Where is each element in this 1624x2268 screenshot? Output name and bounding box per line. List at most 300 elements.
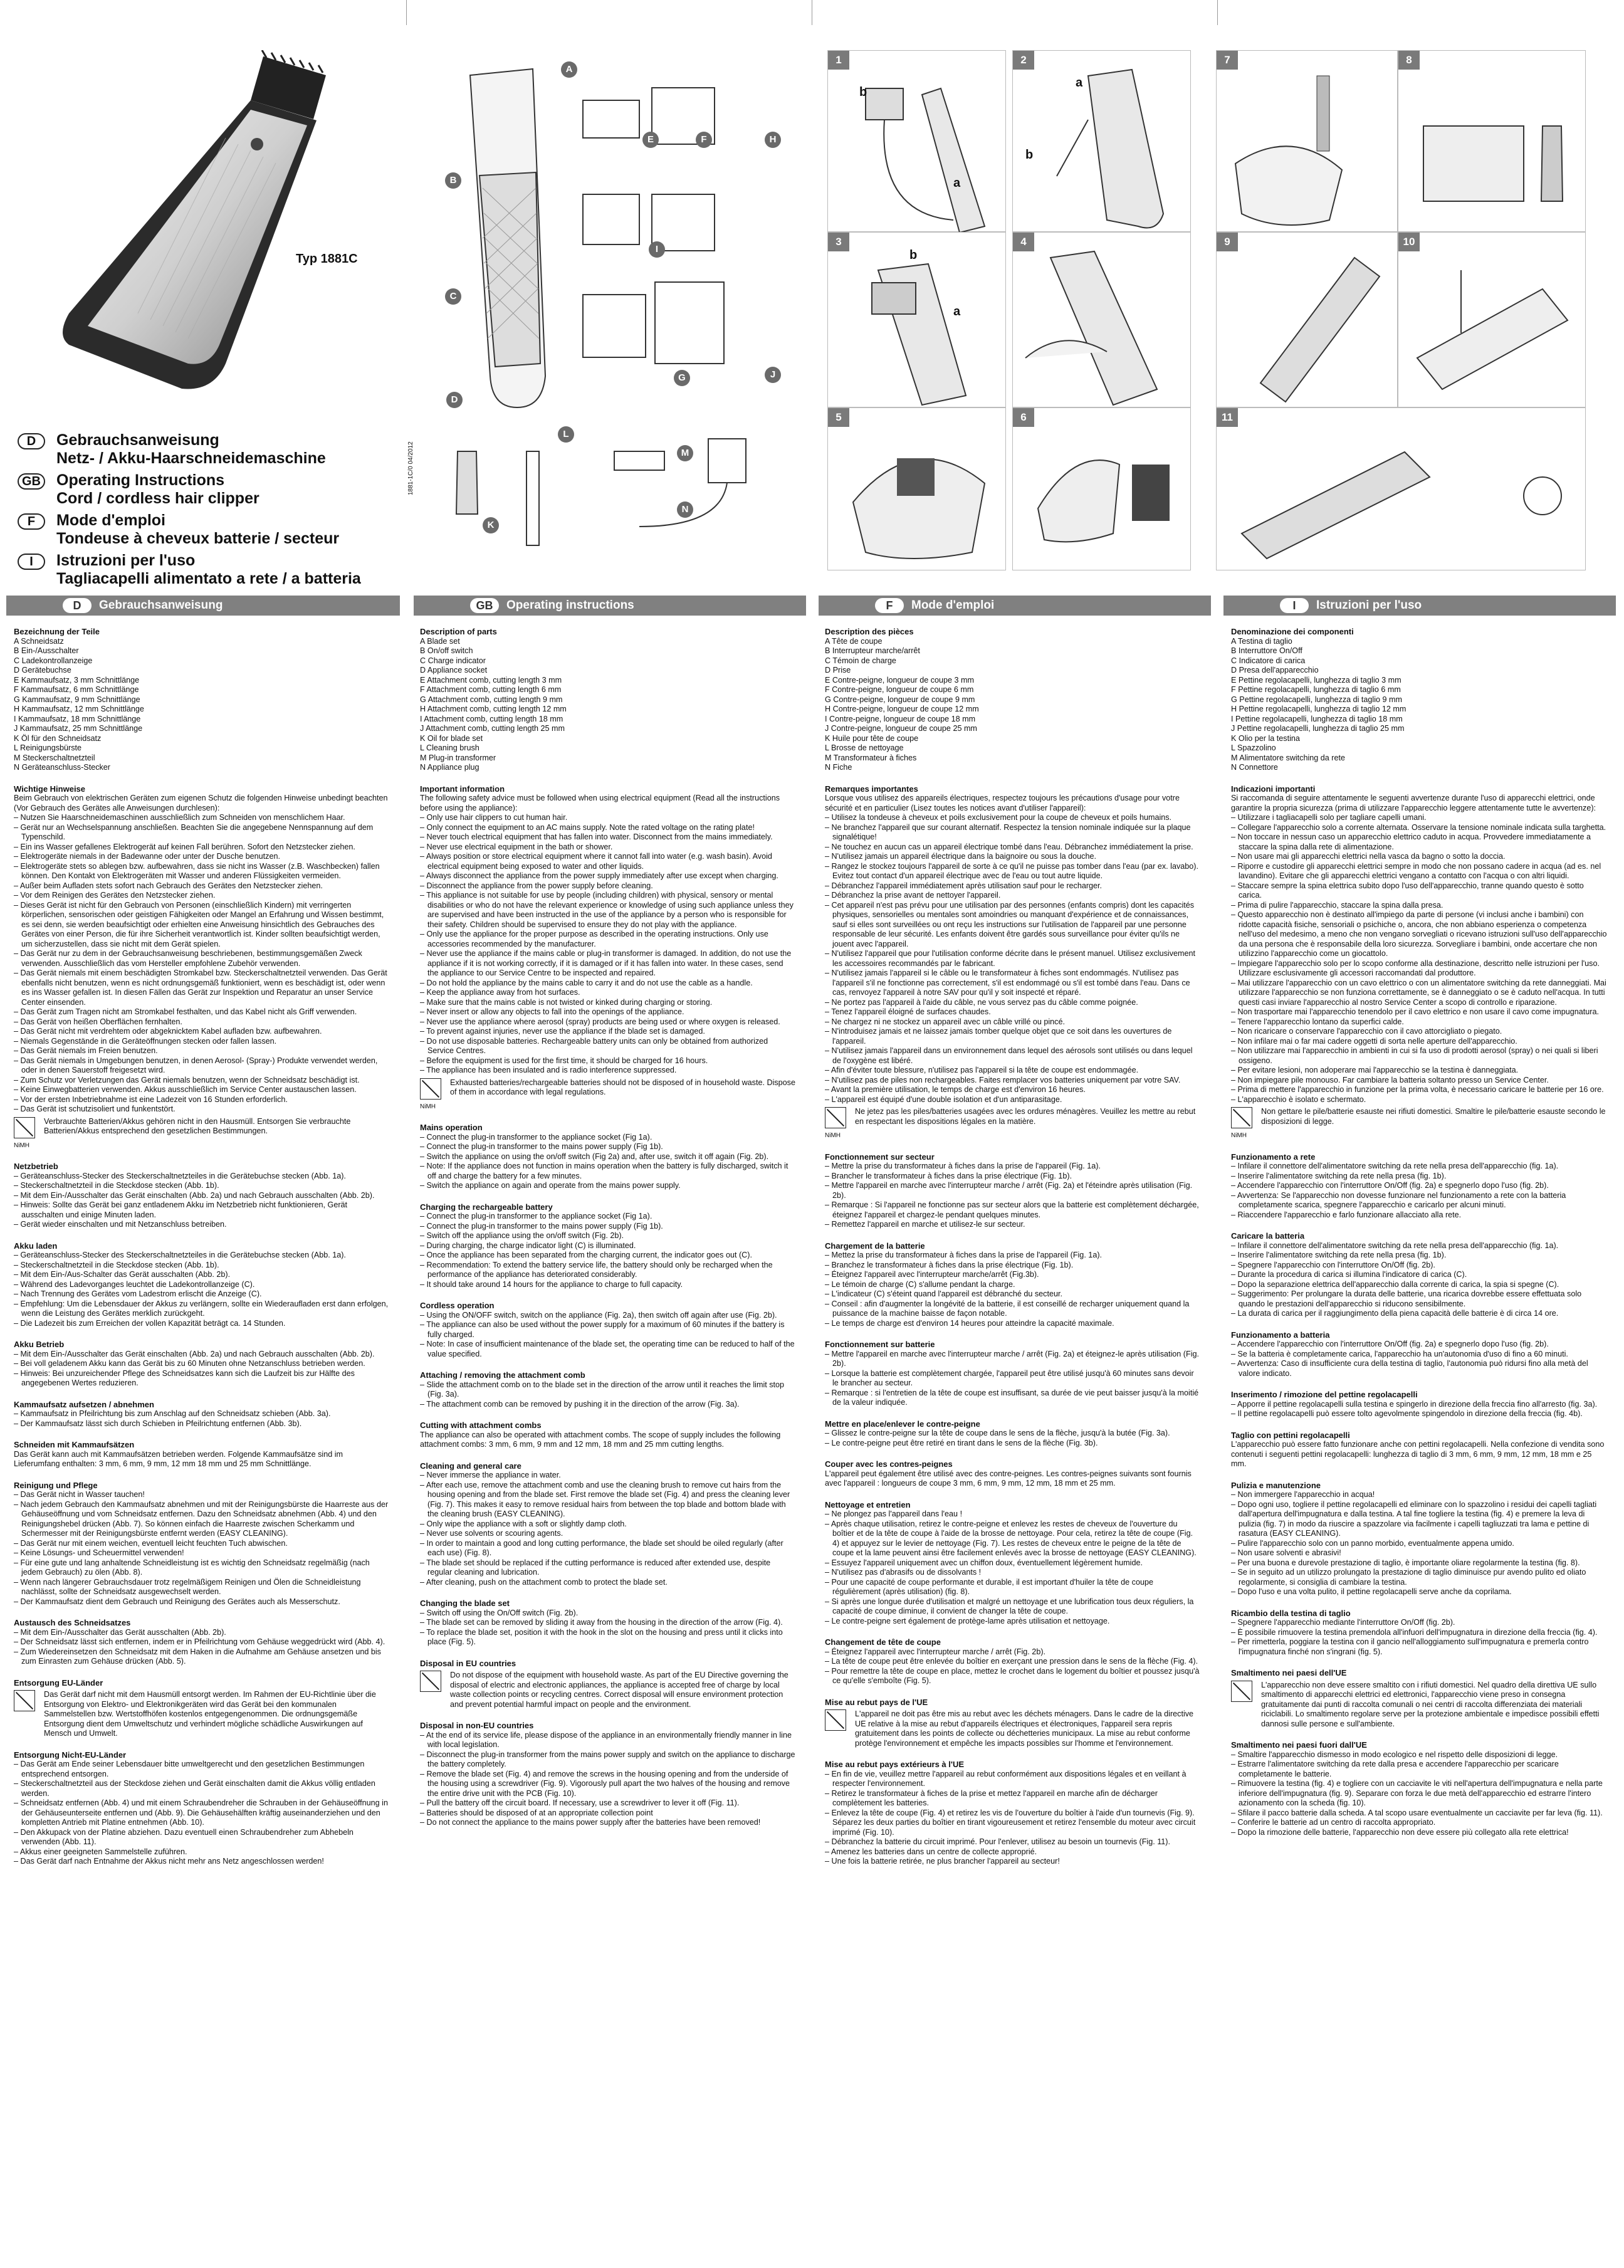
bullet-list xyxy=(1231,1162,1607,1220)
list-item: – Disconnect the appliance from the power supply before cleaning. xyxy=(420,881,796,891)
list-item: – Amenez les batteries dans un centre de collecte approprié. xyxy=(825,1847,1201,1857)
list-item: – Kammaufsatz in Pfeilrichtung bis zum Anschlag auf den Schneidsatz schieben (Abb. 3a). xyxy=(14,1409,390,1419)
part-entry: L Spazzolino xyxy=(1231,743,1276,752)
list-item: – Connect the plug-in transformer to the mains power supply (Fig 1b). xyxy=(420,1142,796,1152)
list-item: – En fin de vie, veuillez mettre l'appareil au rebut conformément aux dispositions légales et en veillant à respecter l'environnement. xyxy=(825,1770,1201,1789)
part-label: L xyxy=(558,426,574,443)
section-heading: Charging the rechargeable battery xyxy=(420,1202,553,1212)
language-badge: D xyxy=(18,433,45,449)
list-item: – Das Gerät darf nach Entnahme der Akkus nicht mehr ans Netz angeschlossen werden! xyxy=(14,1857,390,1867)
list-item: – La durata di carica per il raggiungimento della piena capacità delle batterie è di circa 14 ore. xyxy=(1231,1309,1607,1319)
list-item: – Staccare sempre la spina elettrica subito dopo l'uso dell'apparecchio, tranne quando questo è sotto carica. xyxy=(1231,881,1607,901)
part-label: N xyxy=(677,501,693,518)
section-heading: Changing the blade set xyxy=(420,1599,510,1608)
list-item: – Akkus einer geeigneten Sammelstelle zuführen. xyxy=(14,1847,390,1857)
section-heading: Fonctionnement sur batterie xyxy=(825,1340,935,1349)
list-item: – Ne plongez pas l'appareil dans l'eau ! xyxy=(825,1509,1201,1520)
section-title: Istruzioni per l'uso xyxy=(1316,599,1422,612)
part-entry: B Interrupteur marche/arrêt xyxy=(825,646,920,655)
list-item: – Infilare il connettore dell'alimentatore switching da rete nella presa dell'apparecchio (fig. 1a). xyxy=(1231,1241,1607,1251)
list-item: – Durante la procedura di carica si illumina l'indicatore di carica (C). xyxy=(1231,1270,1607,1280)
list-item: – Disconnect the plug-in transformer from the mains power supply and switch on the appliance to discharge the battery completely. xyxy=(420,1750,796,1770)
list-item: – Accendere l'apparecchio con l'interruttore On/Off (fig. 2a) e spegnerlo dopo l'uso (fig. 2b). xyxy=(1231,1340,1607,1350)
part-entry: I Attachment comb, cutting length 18 mm xyxy=(420,714,563,723)
figure-number: 8 xyxy=(1398,51,1420,70)
cover-panel xyxy=(0,0,406,589)
list-item: – The blade set can be removed by sliding it away from the housing in the direction of the arrow (Fig. 4). xyxy=(420,1618,796,1628)
list-item: – Gerät nur an Wechselspannung anschließen. Beachten Sie die angegebene Nennspannung auf dem Typenschild. xyxy=(14,823,390,843)
list-item: – Steckerschaltnetzteil in die Steckdose stecken (Abb. 1b). xyxy=(14,1181,390,1191)
section-heading: Funzionamento a rete xyxy=(1231,1152,1316,1162)
list-item: – N'introduisez jamais et ne laissez jamais tomber quelque objet que ce soit dans les ouvertures de l'appareil. xyxy=(825,1027,1201,1046)
list-item: – Ne branchez l'appareil que sur courant alternatif. Respectez la tension nominale indiquée sur la plaque signalétique! xyxy=(825,823,1201,843)
list-item: – Mettez la prise du transformateur à fiches dans la prise de l'appareil (Fig. 1a). xyxy=(825,1251,1201,1261)
bullet-list xyxy=(825,1770,1201,1867)
section-heading: Mains operation xyxy=(420,1123,483,1132)
list-item: – Tenez l'appareil éloigné de surfaces chaudes. xyxy=(825,1007,1201,1017)
section-heading: Disposal in non-EU countries xyxy=(420,1721,534,1730)
list-item: – Débranchez la prise avant de nettoyer l'appareil. xyxy=(825,891,1201,901)
parts-panel xyxy=(432,50,796,564)
list-item: – Before the equipment is used for the first time, it should be charged for 16 hours. xyxy=(420,1056,796,1066)
list-item: – Während des Ladevorganges leuchtet die Ladekontrollanzeige (C). xyxy=(14,1280,390,1290)
list-item: – Slide the attachment comb on to the blade set in the direction of the arrow until it reaches the limit stop (Fig. 3a). xyxy=(420,1380,796,1400)
cover-title: Istruzioni per l'uso xyxy=(56,552,196,569)
eu-disposal-text: L'apparecchio non deve essere smaltito con i rifiuti domestici. Nel quadro della direttiva UE sullo smaltimento di apparecchi elettrici ed elettronici, l'apparecchio viene preso in consegna gratuitamente dai punti di raccolta comunali o nei centri di raccolta differenziata dei materiali riciclabili. Lo smaltimento regolare serve per la protezione ambientale e impedisce possibili effetti dannosi sulle persone e sull'ambiente. xyxy=(1261,1680,1600,1728)
list-item: – Ne chargez ni ne stockez un appareil avec un câble vrillé ou pincé. xyxy=(825,1017,1201,1027)
list-item: – Note: In case of insufficient maintenance of the blade set, the operating time can be reduced to half of the value specified. xyxy=(420,1340,796,1359)
text-column-i xyxy=(1231,627,1607,2257)
list-item: – Conferire le batterie ad un centro di raccolta appropriato. xyxy=(1231,1818,1607,1828)
list-item: – Mettre la prise du transformateur à fiches dans la prise de l'appareil (Fig. 1a). xyxy=(825,1162,1201,1172)
list-item: – Keine Lösungs- und Scheuermittel verwenden! xyxy=(14,1548,390,1558)
battery-disposal-note xyxy=(420,1078,796,1100)
part-entry: B Interruttore On/Off xyxy=(1231,646,1302,655)
list-item: – Switch the appliance on using the on/off switch (Fig 2a) and, after use, switch it off again (Fig. 2b). xyxy=(420,1152,796,1162)
section-heading: Nettoyage et entretien xyxy=(825,1499,911,1509)
list-item: – Never use the appliance where aerosol (spray) products are being used or where oxygen is released. xyxy=(420,1017,796,1027)
list-item: – Retirez le transformateur à fiches de la prise et mettez l'appareil en marche afin de décharger complètement les batteries. xyxy=(825,1789,1201,1809)
list-item: – Utilizzare i tagliacapelli solo per tagliare capelli umani. xyxy=(1231,813,1607,823)
bullet-list xyxy=(14,1172,390,1230)
list-item: – Only use the appliance for the proper purpose as described in the operating instructions. Only use accessories recommended by the manufacturer. xyxy=(420,930,796,949)
figure-7 xyxy=(1216,50,1398,232)
list-item: – Niemals Gegenstände in die Geräteöffnungen stecken oder fallen lassen. xyxy=(14,1037,390,1047)
figure-drawing xyxy=(828,51,1007,233)
list-item: – Never use solvents or scouring agents. xyxy=(420,1529,796,1539)
list-item: – Le témoin de charge (C) s'allume pendant la charge. xyxy=(825,1280,1201,1290)
section-heading: Smaltimento nei paesi dell'UE xyxy=(1231,1668,1347,1677)
language-badge: I xyxy=(1280,598,1309,613)
list-item: – After each use, remove the attachment comb and use the cleaning brush to remove cut hairs from the housing opening and from the blade set. First remove the blade set (Fig. 4) and press the cleaning lever (Fig. 7). This makes it easy to remove residual hairs from between the top blade and bottom blade with the cleaning brush (EASY CLEANING). xyxy=(420,1481,796,1520)
list-item: – Accendere l'apparecchio con l'interruttore On/Off (fig. 2a) e spegnerlo dopo l'uso (fig. 2b). xyxy=(1231,1181,1607,1191)
section-heading: Akku laden xyxy=(14,1241,58,1251)
list-item: – Mit dem Ein-/Ausschalter das Gerät einschalten (Abb. 2a) und nach Gebrauch ausschalten (Abb. 2b). xyxy=(14,1350,390,1360)
crossed-bin-icon xyxy=(420,1671,441,1692)
part-label: C xyxy=(445,288,461,305)
list-item: – Brancher le transformateur à fiches dans la prise électrique (Fig. 1b). xyxy=(825,1172,1201,1182)
list-item: – Per evitare lesioni, non adoperare mai l'apparecchio se la testina è danneggiata. xyxy=(1231,1066,1607,1076)
part-entry: A Testina di taglio xyxy=(1231,636,1292,646)
list-item: – Pulire l'apparecchio solo con un panno morbido, eventualmente appena umido. xyxy=(1231,1539,1607,1549)
figure-drawing xyxy=(1398,233,1586,408)
parts-heading: Denominazione dei componenti xyxy=(1231,627,1354,636)
list-item: – At the end of its service life, please dispose of the appliance in an environmentally friendly manner in line with local legislation. xyxy=(420,1731,796,1750)
list-item: – Ne touchez en aucun cas un appareil électrique tombé dans l'eau. Débranchez immédiatement la prise. xyxy=(825,843,1201,853)
list-item: – Se la batteria è completamente carica, l'apparecchio ha un'autonomia d'uso di fino a 60 minuti. xyxy=(1231,1350,1607,1360)
list-item: – Keep the appliance away from hot surfaces. xyxy=(420,988,796,998)
list-item: – Débranchez la batterie du circuit imprimé. Pour l'enlever, utilisez au besoin un tournevis (Fig. 11). xyxy=(825,1837,1201,1847)
list-item: – Dopo l'uso e una volta pulito, il pettine regolacapelli serve anche da coprilama. xyxy=(1231,1587,1607,1597)
figure-drawing xyxy=(1013,51,1192,233)
nimh-label: NiMH xyxy=(1231,1132,1247,1139)
part-entry: H Kammaufsatz, 12 mm Schnittlänge xyxy=(14,705,144,713)
list-item: – Spegnere l'apparecchio mediante l'interruttore On/Off (fig. 2b). xyxy=(1231,1618,1607,1628)
nimh-label: NiMH xyxy=(420,1103,436,1110)
list-item: – Smaltire l'apparecchio dismesso in modo ecologico e nel rispetto delle disposizioni di legge. xyxy=(1231,1750,1607,1760)
list-item: – N'utilisez jamais un appareil électrique dans la baignoire ou sous la douche. xyxy=(825,852,1201,862)
part-entry: B Ein-/Ausschalter xyxy=(14,646,79,655)
list-item: – Connect the plug-in transformer to the mains power supply (Fig 1b). xyxy=(420,1222,796,1232)
list-item: – Se in seguito ad un utilizzo prolungato la prestazione di taglio diminuisce pur avendo pulito ed oliato regolarmente, si consiglia di cambiare la testina. xyxy=(1231,1568,1607,1587)
list-item: – Inserire l'alimentatore switching da rete nella presa (fig. 1b). xyxy=(1231,1172,1607,1182)
list-item: – Non utilizzare mai l'apparecchio in ambienti in cui si fa uso di prodotti aerosol (spray) o nei quali si liberi ossigeno. xyxy=(1231,1046,1607,1066)
cover-language-de xyxy=(18,431,394,469)
battery-disposal-note xyxy=(14,1117,390,1138)
battery-note-text: Ne jetez pas les piles/batteries usagées avec les ordures ménagères. Veuillez les mettre au rebut en respectant les dispositions légales en la matière. xyxy=(855,1107,1196,1126)
list-item: – Never touch electrical equipment that has fallen into water. Disconnect from the mains immediately. xyxy=(420,832,796,843)
intro-text: Si raccomanda di seguire attentamente le seguenti avvertenze durante l'uso di apparecchi elettrici, onde garantire la propria sicurezza (prima di utilizzare l'apparecchio leggere attentamente tutte le avvertenze): xyxy=(1231,794,1596,812)
part-label: K xyxy=(483,517,499,533)
figure-letter: a xyxy=(953,305,961,318)
list-item: – Mettre l'appareil en marche avec l'interrupteur marche / arrêt (Fig. 2a) et l'éteindre après utilisation (Fig. 2b). xyxy=(825,1181,1201,1200)
figure-6 xyxy=(1012,407,1191,570)
list-item: – Außer beim Aufladen stets sofort nach Gebrauch des Gerätes den Netzstecker ziehen. xyxy=(14,881,390,891)
nimh-label: NiMH xyxy=(825,1132,841,1139)
section-heading: Disposal in EU countries xyxy=(420,1658,516,1668)
list-item: – N'utilisez l'appareil que pour l'utilisation conforme décrite dans le présent manuel. Utilisez exclusivement les accessoires recommandés par le fabricant. xyxy=(825,949,1201,969)
section-heading: Pulizia e manutenzione xyxy=(1231,1480,1321,1490)
part-entry: K Öl für den Schneidsatz xyxy=(14,733,102,743)
bullet-list xyxy=(14,1409,390,1429)
list-item: – Den Akkupack von der Platine abziehen. Dazu eventuell einen Schraubendreher zum Abhebeln verwenden (Abb. 11). xyxy=(14,1828,390,1847)
list-item: – Dopo la separazione elettrica dell'apparecchio dalla corrente di carica, la spia si spegne (C). xyxy=(1231,1280,1607,1290)
parts-list xyxy=(420,637,796,773)
part-label: M xyxy=(677,445,693,461)
bullet-list xyxy=(14,1760,390,1867)
list-item: – Das Gerät niemals mit einem beschädigten Stromkabel bzw. Steckerschaltnetzteil verwenden. Das Gerät ebenfalls nicht benutzen, wenn es nicht ordnungsgemäß funktioniert, wenn es beschädigt ist, oder wenn es ins Wasser gefallen ist. In diesen Fällen das Gerät zur Inspektion und Reparatur an unser Service Center einsenden. xyxy=(14,969,390,1007)
list-item: – Mit dem Ein-/Ausschalter das Gerät ausschalten (Abb. 2b). xyxy=(14,1628,390,1638)
list-item: – The blade set should be replaced if the cutting performance is reduced after extended use, despite regular cleaning and lubrication. xyxy=(420,1558,796,1578)
list-item: – During charging, the charge indicator light (C) is illuminated. xyxy=(420,1241,796,1251)
list-item: – Riaccendere l'apparecchio e farlo funzionare allacciato alla rete. xyxy=(1231,1210,1607,1221)
list-item: – Make sure that the mains cable is not twisted or kinked during charging or storing. xyxy=(420,998,796,1008)
bullet-list xyxy=(14,1350,390,1389)
cover-subtitle: Tondeuse à cheveux batterie / secteur xyxy=(56,530,340,547)
list-item: – Connect the plug-in transformer to the appliance socket (Fig 1a). xyxy=(420,1212,796,1222)
part-entry: H Attachment comb, cutting length 12 mm xyxy=(420,705,567,713)
section-heading: Important information xyxy=(420,784,505,794)
list-item: – Wenn nach längerer Gebrauchsdauer trotz regelmäßigem Reinigen und Ölen die Schneidleistung nachlässt, sollte der Schneidsatz ausgewechselt werden. xyxy=(14,1578,390,1597)
list-item: – Essuyez l'appareil uniquement avec un chiffon doux, éventuellement légèrement humide. xyxy=(825,1558,1201,1568)
list-item: – Ne portez pas l'appareil à l'aide du câble, ne vous servez pas du câble comme poignée. xyxy=(825,998,1201,1008)
figure-letter: b xyxy=(1025,148,1034,162)
body-text: L'appareil peut également être utilisé avec des contre-peignes. Les contres-peignes suivants sont fournis avec l'appareil : longueurs de coupe 3 mm, 6 mm, 9 mm, 12 mm, 18 mm et 25 mm. xyxy=(825,1469,1192,1488)
cover-language-i xyxy=(18,552,394,589)
list-item: – Geräteanschluss-Stecker des Steckerschaltnetzteiles in die Gerätebuchse stecken (Abb. 1a). xyxy=(14,1172,390,1182)
part-entry: C Ladekontrollanzeige xyxy=(14,656,93,665)
bullet-list xyxy=(420,813,796,1076)
battery-note-text: Verbrauchte Batterien/Akkus gehören nicht in den Hausmüll. Entsorgen Sie verbrauchte Batterien/Akkus entsprechend den gesetzlichen Bestimmungen. xyxy=(44,1116,351,1135)
intro-text: Lorsque vous utilisez des appareils électriques, respectez toujours les précautions d'usage pour votre sécurité et en particulier (Lisez toutes les notices avant d'utiliser l'appareil): xyxy=(825,794,1180,812)
list-item: – Using the ON/OFF switch, switch on the appliance (Fig. 2a), then switch off again after use (Fig. 2b). xyxy=(420,1311,796,1321)
figure-letter: b xyxy=(859,85,867,99)
list-item: – Afin d'éviter toute blessure, n'utilisez pas l'appareil si la tête de coupe est endommagée. xyxy=(825,1066,1201,1076)
list-item: – Switch off using the On/Off switch (Fig. 2b). xyxy=(420,1609,796,1619)
list-item: – Zum Wiedereinsetzen den Schneidsatz mit dem Haken in die Aufnahme am Gehäuse ansetzen und bis zum Einrasten zum Gehäuse drücken (Abb. 5). xyxy=(14,1647,390,1667)
list-item: – Der Kammaufsatz dient dem Gebrauch und Reinigung des Gerätes auch als Messerschutz. xyxy=(14,1597,390,1607)
section-heading: Caricare la batteria xyxy=(1231,1231,1305,1241)
cover-subtitle: Cord / cordless hair clipper xyxy=(56,490,259,507)
eu-disposal xyxy=(14,1690,390,1739)
part-entry: C Charge indicator xyxy=(420,656,486,665)
list-item: – Non infilare mai o far mai cadere oggetti di sorta nelle aperture dell'apparecchio. xyxy=(1231,1037,1607,1047)
fold-mark xyxy=(406,0,407,25)
part-label: E xyxy=(642,132,659,148)
list-item: – After cleaning, push on the attachment comb to protect the blade set. xyxy=(420,1578,796,1588)
part-entry: A Schneidsatz xyxy=(14,636,64,646)
list-item: – Rangez le stockez toujours l'appareil de sorte à ce qu'il ne puisse pas tomber dans l'eau (par ex. lavabo). Evitez tout contact d'un appareil électrique avec de l'eau ou tout autre liquide. xyxy=(825,862,1201,881)
section-heading: Taglio con pettini regolacapelli xyxy=(1231,1430,1350,1440)
section-heading: Kammaufsatz aufsetzen / abnehmen xyxy=(14,1399,154,1409)
list-item: – Si après une longue durée d'utilisation et malgré un nettoyage et une lubrification tous deux réguliers, la capacité de coupe diminue, il convient de changer la tête de coupe. xyxy=(825,1597,1201,1617)
part-label: J xyxy=(765,367,781,383)
list-item: – Steckerschaltnetzteil aus der Steckdose ziehen und Gerät einschalten damit die Akkus völlig entladen werden. xyxy=(14,1779,390,1798)
bullet-list xyxy=(1231,1400,1607,1419)
list-item: – Switch the appliance on again and operate from the mains power supply. xyxy=(420,1181,796,1191)
list-item: – Per rimetterla, poggiare la testina con il gancio nell'alloggiamento sull'impugnatura e premerla contro l'impugnatura finché non s'ingrani (fig. 5). xyxy=(1231,1637,1607,1657)
list-item: – Mettre l'appareil en marche avec l'interrupteur marche / arrêt (Fig. 2a) et éteignez-le après utilisation (Fig. 2b). xyxy=(825,1350,1201,1369)
part-entry: J Contre-peigne, longueur de coupe 25 mm xyxy=(825,724,977,733)
part-entry: D Presa dell'apparecchio xyxy=(1231,666,1319,675)
part-entry: G Pettine regolacapelli, lunghezza di taglio 9 mm xyxy=(1231,695,1403,704)
list-item: – Hinweis: Sollte das Gerät bei ganz entladenem Akku im Netzbetrieb nicht funktionieren, Gerät ausschalten und einige Minuten laden. xyxy=(14,1200,390,1220)
part-entry: M Transformateur à fiches xyxy=(825,753,917,762)
crossed-bin-icon xyxy=(14,1690,35,1711)
part-entry: A Blade set xyxy=(420,636,460,646)
section-heading: Cordless operation xyxy=(420,1301,495,1310)
list-item: – Do not use disposable batteries. Rechargeable battery units can only be obtained from authorized Service Centres. xyxy=(420,1037,796,1056)
section-heading: Mise au rebut pays de l'UE xyxy=(825,1697,928,1707)
section-heading: Wichtige Hinweise xyxy=(14,784,86,794)
clipper-illustration xyxy=(63,50,364,401)
part-label: G xyxy=(674,370,690,386)
list-item: – Switch off the appliance using the on/off switch (Fig. 2b). xyxy=(420,1231,796,1241)
list-item: – Glissez le contre-peigne sur la tête de coupe dans le sens de la flèche, jusqu'à la butée (Fig. 3a). xyxy=(825,1429,1201,1439)
figure-number: 5 xyxy=(828,408,849,427)
bullet-list xyxy=(1231,1241,1607,1319)
part-entry: M Steckerschaltnetzteil xyxy=(14,753,95,762)
list-item: – Der Kammaufsatz lässt sich durch Schieben in Pfeilrichtung entfernen (Abb. 3b). xyxy=(14,1419,390,1429)
cover-language-gb xyxy=(18,471,394,509)
list-item: – Once the appliance has been separated from the charging current, the indicator goes out (C). xyxy=(420,1251,796,1261)
list-item: – N'utilisez jamais l'appareil si le câble ou le transformateur à fiches sont endommagés. N'utilisez pas l'appareil s'il ne fonctionne pas correctement, s'il est endommagé ou s'il est tombé dans l'eau. Dans ce cas, renvoyez l'appareil à notre SAV pour qu'il y soit inspecté et réparé. xyxy=(825,969,1201,998)
part-entry: F Attachment comb, cutting length 6 mm xyxy=(420,685,562,694)
part-entry: E Pettine regolacapelli, lunghezza di taglio 3 mm xyxy=(1231,675,1401,685)
section-heading: Akku Betrieb xyxy=(14,1340,65,1349)
list-item: – Enlevez la tête de coupe (Fig. 4) et retirez les vis de l'ouverture du boîtier à l'aide d'un tournevis (Fig. 9). Séparez les deux parties du boîtier en tirant vigoureusement et retirez l'ensemble du moteur avec circuit imprimé (Fig. 10). xyxy=(825,1809,1201,1838)
list-item: – Une fois la batterie retirée, ne plus brancher l'appareil au secteur! xyxy=(825,1857,1201,1867)
list-item: – Only use hair clippers to cut human hair. xyxy=(420,813,796,823)
part-entry: C Témoin de charge xyxy=(825,656,896,665)
list-item: – Pull the battery off the circuit board. If necessary, use a screwdriver to lever it off (Fig. 11). xyxy=(420,1798,796,1809)
part-entry: E Attachment comb, cutting length 3 mm xyxy=(420,675,562,685)
part-label: F xyxy=(696,132,712,148)
bullet-list xyxy=(825,1251,1201,1328)
section-heading: Inserimento / rimozione del pettine regolacapelli xyxy=(1231,1390,1418,1399)
part-label: D xyxy=(446,392,463,408)
list-item: – Pour remettre la tête de coupe en place, mettez le crochet dans le logement du boîtier et poussez jusqu'à ce qu'elle s'emboîte (Fig. 5). xyxy=(825,1667,1201,1686)
section-title: Mode d'emploi xyxy=(911,599,995,612)
section-heading: Indicazioni importanti xyxy=(1231,784,1316,794)
list-item: – Never use electrical equipment in the bath or shower. xyxy=(420,843,796,853)
bullet-list xyxy=(1231,1618,1607,1657)
part-entry: G Kammaufsatz, 9 mm Schnittlänge xyxy=(14,695,140,704)
list-item: – L'indicateur (C) s'éteint quand l'appareil est débranché du secteur. xyxy=(825,1289,1201,1299)
list-item: – Non impiegare pile monouso. Far cambiare la batteria soltanto presso un Service Center. xyxy=(1231,1076,1607,1086)
list-item: – Branchez le transformateur à fiches dans la prise électrique (Fig. 1b). xyxy=(825,1261,1201,1271)
figure-drawing xyxy=(1013,233,1192,408)
bullet-list xyxy=(420,1731,796,1828)
list-item: – Recommendation: To extend the battery service life, the battery should only be recharged when the performance of the appliance has deteriorated considerably. xyxy=(420,1261,796,1280)
list-item: – Gerät wieder einschalten und mit Netzanschluss betreiben. xyxy=(14,1220,390,1230)
text-column-de xyxy=(14,627,390,2257)
section-heading: Chargement de la batterie xyxy=(825,1241,925,1251)
list-item: – Always position or store electrical equipment where it cannot fall into water (e.g. wash basin). Avoid electrical equipment being exposed to water and other liquids. xyxy=(420,852,796,871)
list-item: – Das Gerät niemals im Freien benutzen. xyxy=(14,1046,390,1056)
list-item: – Nach jedem Gebrauch den Kammaufsatz abnehmen und mit der Reinigungsbürste die Haarreste aus der Gehäuseöffnung und vom Schneidsatz entfernen. Dazu den Schneidsatz abnehmen (Abb. 4) und den Reinigungshebel drücken (Abb. 7). So können einfach die Haarreste zwischen Scherkamm und Schermesser mit der Reinigungsbürste entfernt werden (EASY CLEANING). xyxy=(14,1500,390,1539)
part-label: H xyxy=(765,132,781,148)
figure-1 xyxy=(827,50,1006,232)
bullet-list xyxy=(825,1509,1201,1626)
bullet-list xyxy=(825,1162,1201,1230)
list-item: – Utilisez la tondeuse à cheveux et poils exclusivement pour la coupe de cheveux et poils humains. xyxy=(825,813,1201,823)
parts-list xyxy=(1231,637,1607,773)
bullet-list xyxy=(420,1380,796,1410)
eu-disposal-text: Das Gerät darf nicht mit dem Hausmüll entsorgt werden. Im Rahmen der EU-Richtlinie über die Entsorgung von Elektro- und Elektronikgeräten wird das Gerät bei den kommunalen Sammelstellen bzw. Wertstoffhöfen kostenlos entgegengenommen. Die ordnungsgemäße Entsorgung dient dem Umweltschutz und verhindert mögliche schädliche Auswirkungen auf Mensch und Umwelt. xyxy=(44,1690,376,1738)
list-item: – Das Gerät nur zu dem in der Gebrauchsanweisung beschriebenen, bestimmungsgemäßen Zweck verwenden. Ausschließlich das vom Hersteller empfohlene Zubehör verwenden. xyxy=(14,949,390,969)
section-heading: Mise au rebut pays extérieurs à l'UE xyxy=(825,1760,965,1769)
bullet-list xyxy=(825,1647,1201,1686)
list-item: – Apporre il pettine regolacapelli sulla testina e spingerlo in direzione della freccia fino all'arresto (fig. 3a). xyxy=(1231,1400,1607,1410)
text-column-f xyxy=(825,627,1201,2257)
figure-drawing xyxy=(1217,408,1586,571)
body-text: L'apparecchio può essere fatto funzionare anche con pettini regolacapelli. Nella confezione di vendita sono contenuti i seguenti pettini regolacapelli: lunghezza di taglio di 3 mm, 6 mm, 9 mm, 12 mm, 18 mm e 25 mm. xyxy=(1231,1440,1605,1468)
list-item: – Vor der ersten Inbetriebnahme ist eine Ladezeit von 16 Stunden erforderlich. xyxy=(14,1095,390,1105)
eu-disposal xyxy=(1231,1681,1607,1730)
list-item: – Inserire l'alimentatore switching da rete nella presa (fig. 1b). xyxy=(1231,1251,1607,1261)
list-item: – N'utilisez pas d'abrasifs ou de dissolvants ! xyxy=(825,1568,1201,1578)
list-item: – Mai utilizzare l'apparecchio con un cavo elettrico o con un alimentatore switching da rete danneggiati. Mai utilizzare l'apparecchio se non funziona correttamente, se è danneggiato o se è caduto nell'acqua. In tutti questi casi inviare l'apparecchio al nostro Service Center a scopo di controllo e riparazione. xyxy=(1231,979,1607,1008)
list-item: – Only wipe the appliance with a soft or slightly damp cloth. xyxy=(420,1520,796,1530)
list-item: – N'utilisez pas de piles non rechargeables. Faites remplacer vos batteries uniquement par votre SAV. xyxy=(825,1076,1201,1086)
bullet-list xyxy=(1231,1490,1607,1597)
figure-drawing xyxy=(1013,408,1192,571)
fold-mark xyxy=(1217,0,1218,25)
crossed-bin-icon xyxy=(825,1709,846,1731)
list-item: – Sfilare il pacco batterie dalla scheda. A tal scopo usare eventualmente un cacciavite per far leva (fig. 11). xyxy=(1231,1809,1607,1819)
figure-number: 4 xyxy=(1013,233,1034,251)
part-entry: M Alimentatore switching da rete xyxy=(1231,753,1345,762)
part-entry: H Pettine regolacapelli, lunghezza di taglio 12 mm xyxy=(1231,705,1407,713)
list-item: – Éteignez l'appareil avec l'interrupteur marche/arrêt (Fig.3b). xyxy=(825,1270,1201,1280)
list-item: – Only connect the equipment to an AC mains supply. Note the rated voltage on the rating plate! xyxy=(420,823,796,833)
figure-8 xyxy=(1398,50,1586,232)
figure-3 xyxy=(827,232,1006,407)
list-item: – È possibile rimuovere la testina premendola all'infuori dell'impugnatura in direzione della freccia (fig. 4). xyxy=(1231,1628,1607,1638)
cover-title: Gebrauchsanweisung xyxy=(56,431,219,449)
list-item: – Estrarre l'alimentatore switching da rete dalla presa e accendere l'apparecchio per scaricare completamente le batterie. xyxy=(1231,1760,1607,1779)
list-item: – Für eine gute und lang anhaltende Schneidleistung ist es wichtig den Schneidsatz regelmäßig (nach jedem Gebrauch) zu ölen (Abb. 8). xyxy=(14,1558,390,1578)
list-item: – Le contre-peigne peut être retiré en tirant dans le sens de la flèche (Fig. 3b). xyxy=(825,1439,1201,1449)
part-entry: H Contre-peigne, longueur de coupe 12 mm xyxy=(825,705,979,713)
parts-heading: Description of parts xyxy=(420,627,497,636)
part-entry: K Olio per la testina xyxy=(1231,733,1300,743)
list-item: – Batteries should be disposed of at an appropriate collection point xyxy=(420,1809,796,1819)
section-heading: Mettre en place/enlever le contre-peigne xyxy=(825,1419,980,1429)
figure-4 xyxy=(1012,232,1191,407)
bullet-list xyxy=(1231,1750,1607,1838)
eu-disposal xyxy=(420,1671,796,1709)
part-entry: J Kammaufsatz, 25 mm Schnittlänge xyxy=(14,724,143,733)
list-item: – In order to maintain a good and long cutting performance, the blade set should be oiled regularly (after each use) (Fig. 8). xyxy=(420,1539,796,1558)
intro-text: Beim Gebrauch von elektrischen Geräten zum eigenen Schutz die folgenden Hinweise unbedingt beachten (Vor Gebrauch des Gerätes alle Anweisungen durchlesen): xyxy=(14,794,388,812)
list-item: – Hinweis: Bei unzureichender Pflege des Schneidsatzes kann sich die Laufzeit bis zur Hälfte des angegebenen Wertes reduzieren. xyxy=(14,1369,390,1389)
eu-disposal-text: L'appareil ne doit pas être mis au rebut avec les déchets ménagers. Dans le cadre de la directive UE relative à la mise au rebut d'appareils électriques et électroniques, l'appareil sera repris gratuitement dans les points de collecte ou déchetteries municipaux. La mise au rebut conforme protège l'environnement et empêche les impacts possibles sur l'homme et l'environnement. xyxy=(855,1709,1194,1748)
language-badge: D xyxy=(63,598,92,613)
part-entry: N Connettore xyxy=(1231,763,1278,772)
list-item: – Non usare mai gli apparecchi elettrici nella vasca da bagno o sotto la doccia. xyxy=(1231,852,1607,862)
list-item: – Die Ladezeit bis zum Erreichen der vollen Kapazität beträgt ca. 14 Stunden. xyxy=(14,1319,390,1329)
list-item: – Pour une capacité de coupe performante et durable, il est important d'huiler la tête de coupe régulièrement (après utilisation) (fig. 8). xyxy=(825,1578,1201,1597)
part-label: A xyxy=(561,61,577,78)
bullet-list xyxy=(14,1490,390,1607)
list-item: – Non immergere l'apparecchio in acqua! xyxy=(1231,1490,1607,1500)
list-item: – Never immerse the appliance in water. xyxy=(420,1471,796,1481)
figure-number: 11 xyxy=(1217,408,1238,427)
parts-drawing xyxy=(432,50,796,564)
language-badge: F xyxy=(18,513,45,530)
bullet-list xyxy=(420,1212,796,1289)
list-item: – Prima di pulire l'apparecchio, staccare la spina dalla presa. xyxy=(1231,901,1607,911)
crossed-bin-icon xyxy=(1231,1681,1252,1702)
list-item: – Dieses Gerät ist nicht für den Gebrauch von Personen (einschließlich Kindern) mit verringerten körperlichen, sensorischen oder geistigen Fähigkeiten oder Mangel an Erfahrung und Wissen bestimmt, es sei denn, sie werden beaufsichtigt oder erhielten eine Anweisung hinsichtlich des Gebrauches des Gerätes von einer Person, die für ihre Sicherheit verantwortlich ist. Kinder sollten beaufsichtigt werden, um sicherzustellen, dass sie nicht mit dem Gerät spielen. xyxy=(14,901,390,950)
figure-drawing xyxy=(828,233,1007,408)
list-item: – Das Gerät von heißen Oberflächen fernhalten. xyxy=(14,1017,390,1027)
list-item: – Infilare il connettore dell'alimentatore switching da rete nella presa dell'apparecchio (fig. 1a). xyxy=(1231,1162,1607,1172)
bullet-list xyxy=(420,1609,796,1647)
eu-disposal xyxy=(825,1709,1201,1748)
cover-title: Operating Instructions xyxy=(56,471,225,489)
section-heading: Cleaning and general care xyxy=(420,1461,521,1471)
bullet-list xyxy=(825,1429,1201,1448)
list-item: – Geräteanschluss-Stecker des Steckerschaltnetzteiles in die Gerätebuchse stecken (Abb. 1a). xyxy=(14,1251,390,1261)
parts-list xyxy=(14,637,390,773)
list-item: – Remarque : si l'entretien de la tête de coupe est insuffisant, sa durée de vie peut baisser jusqu'à la moitié de la valeur indiquée. xyxy=(825,1389,1201,1408)
list-item: – Conseil : afin d'augmenter la longévité de la batterie, il est conseillé de recharger uniquement quand la puissance de la machine baisse de façon notable. xyxy=(825,1299,1201,1319)
figure-10 xyxy=(1398,232,1586,407)
list-item: – Collegare l'apparecchio solo a corrente alternata. Osservare la tensione nominale indicata sulla targhetta. xyxy=(1231,823,1607,833)
